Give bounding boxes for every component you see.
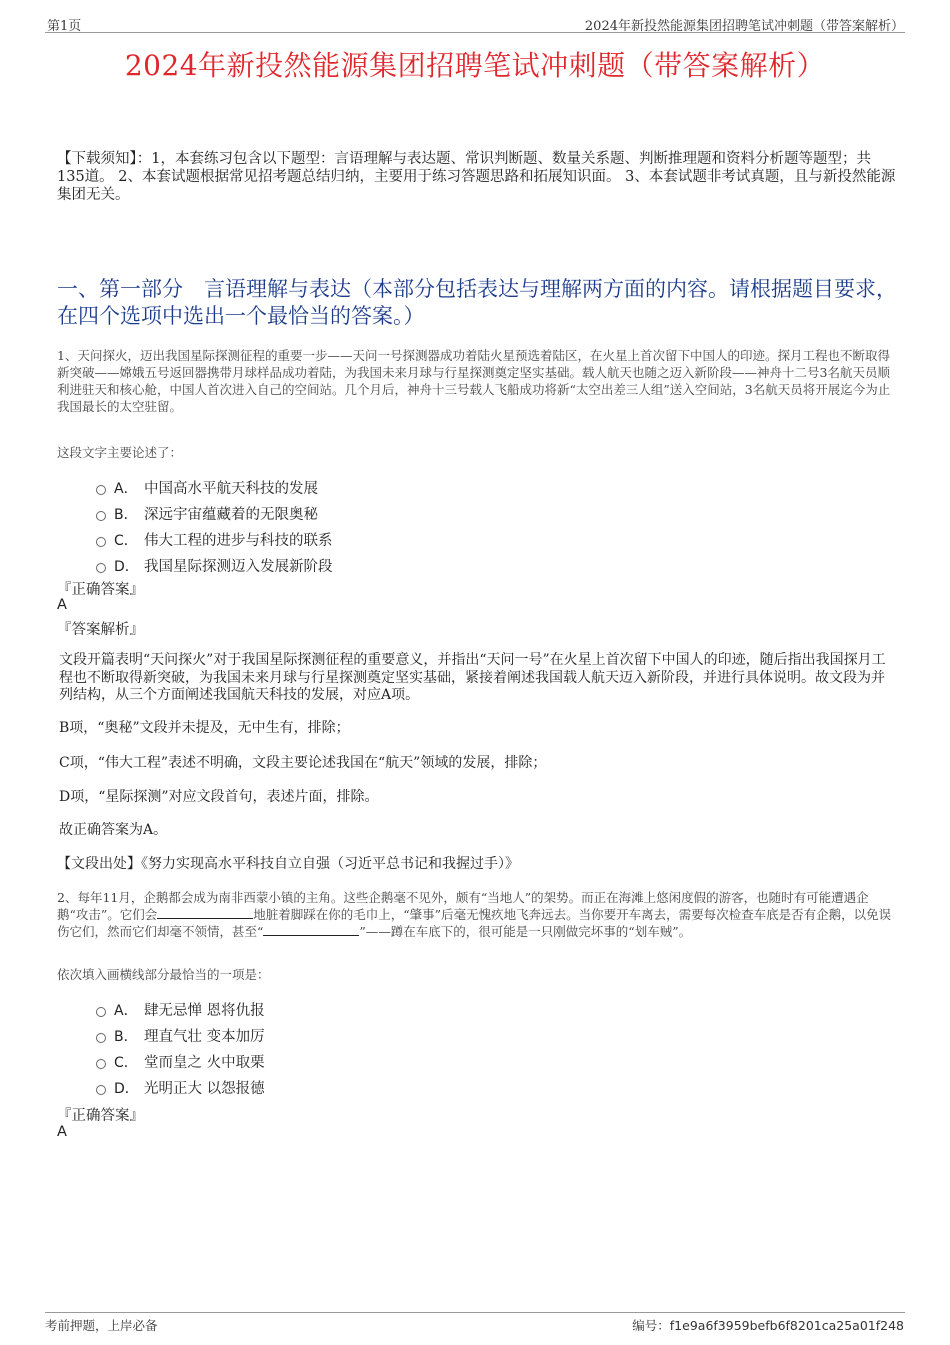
- doc-id-value: f1e9a6f3959befb6f8201ca25a01f248: [669, 1318, 904, 1333]
- footer-divider: [45, 1312, 905, 1313]
- option-letter: A．: [114, 1002, 138, 1019]
- option-text: 深远宇宙蕴藏着的无限奥秘: [144, 507, 318, 523]
- fill-blank-2: [263, 923, 359, 936]
- radio-icon[interactable]: [96, 485, 106, 495]
- q1-analysis-option-b: B项，“奥秘”文段并未提及，无中生有，排除；: [59, 720, 350, 736]
- radio-icon[interactable]: [96, 537, 106, 547]
- q1-source: 【文段出处】《努力实现高水平科技自立自强（习近平总书记和我握过手）》: [57, 856, 519, 872]
- q1-analysis-option-d: D项，“星际探测”对应文段首句，表述片面，排除。: [59, 789, 379, 805]
- option-letter: D．: [114, 1080, 139, 1097]
- q1-option-a[interactable]: [96, 477, 318, 498]
- question-1-text: 1、天问探火，迈出我国星际探测征程的重要一步——天问一号探测器成功着陆火星预选着陆区，在火星上首次留下中国人的印迹。探月工程也不断取得新突破——嫦娥五号返回器携带月球样品成功着陆，为我国未来月球与行星探测奠定坚实基础。载人航天也随之迈入新阶段——神舟十二号3名航天员顺利进驻天和核心舱，中国人首次进入自己的空间站。几个月后，神舟十三号载人飞船成功将新“太空出差三人组”送入空间站，3名航天员将开展迄今为止我国最长的太空驻留。: [57, 348, 891, 414]
- option-text: 中国高水平航天科技的发展: [144, 481, 318, 497]
- q2-answer-value: A: [57, 1124, 67, 1140]
- q1-answer-label: 『正确答案』: [57, 582, 144, 598]
- option-text: 光明正大 以怨报德: [144, 1081, 265, 1097]
- page-number: 第1页: [47, 19, 82, 34]
- q2-text-part: 地脏着脚踩在你的毛巾上，“肇事”后毫无愧疚地飞奔远去。当你要开车离去，需要每次检查车底是否有企鹅，以免误伤它们，然而它们却毫不领情，甚至“: [57, 907, 892, 939]
- option-letter: D．: [114, 558, 139, 575]
- footer-doc-id: [632, 1316, 904, 1334]
- q2-answer-label: 『正确答案』: [57, 1108, 144, 1124]
- q2-option-b[interactable]: [96, 1025, 265, 1046]
- option-text: 我国星际探测迈入发展新阶段: [144, 559, 333, 575]
- question-1-prompt: 这段文字主要论述了：: [57, 445, 183, 460]
- q1-option-b[interactable]: [96, 503, 318, 524]
- q1-analysis-label: 『答案解析』: [57, 622, 144, 638]
- option-text: 肆无忌惮 恩将仇报: [144, 1003, 265, 1019]
- q2-text-part: 2、每年11月，企鹅都会成为南非西蒙小镇的主角。这些企鹅毫不见外，颇有“当地人”的架势。而正在海滩上悠闲度假的游客，也随时有可能遭遇企鹅“攻击”。它们会: [57, 890, 869, 922]
- q1-analysis-option-c: C项，“伟大工程”表述不明确，文段主要论述我国在“航天”领域的发展，排除；: [59, 755, 547, 771]
- fill-blank-1: [157, 906, 253, 919]
- header-divider: [45, 32, 905, 33]
- q1-option-c[interactable]: [96, 529, 333, 550]
- radio-icon[interactable]: [96, 1059, 106, 1069]
- radio-icon[interactable]: [96, 1085, 106, 1095]
- option-text: 伟大工程的进步与科技的联系: [144, 533, 333, 549]
- option-letter: B．: [114, 1028, 138, 1045]
- download-notice: 【下载须知】：1，本套练习包含以下题型：言语理解与表达题、常识判断题、数量关系题、判断推理题和资料分析题等题型；共135道。 2、本套试题根据常见招考题总结归纳，主要用于练习答题思路和拓展知识面。 3、本套试题非考试真题，且与新投然能源集团无关。: [57, 151, 896, 203]
- page-title: 2024年新投然能源集团招聘笔试冲刺题（带答案解析）: [124, 49, 826, 82]
- question-2-prompt: 依次填入画横线部分最恰当的一项是：: [57, 967, 270, 982]
- section-title: 一、第一部分 言语理解与表达（本部分包括表达与理解两方面的内容。请根据题目要求，在四个选项中选出一个最恰当的答案。）: [57, 277, 897, 328]
- option-letter: A．: [114, 480, 138, 497]
- q1-analysis-paragraph: 文段开篇表明“天问探火”对于我国星际探测征程的重要意义，并指出“天问一号”在火星上首次留下中国人的印迹，随后指出我国探月工程也不断取得新突破，为我国未来月球与行星探测奠定坚实基础，紧接着阐述我国载人航天迈入新阶段，并进行具体说明。故文段为并列结构，从三个方面阐述我国航天科技的发展，对应A项。: [59, 652, 886, 703]
- question-2-text: [57, 889, 897, 940]
- q2-option-d[interactable]: [96, 1077, 265, 1098]
- footer-slogan: 考前押题，上岸必备: [45, 1318, 158, 1333]
- radio-icon[interactable]: [96, 1007, 106, 1017]
- header-doc-title: 2024年新投然能源集团招聘笔试冲刺题（带答案解析）: [584, 19, 904, 34]
- doc-id-label: 编号：: [632, 1318, 670, 1333]
- q1-analysis-conclusion: 故正确答案为A。: [59, 822, 168, 838]
- radio-icon[interactable]: [96, 563, 106, 573]
- option-letter: C．: [114, 1054, 138, 1071]
- q1-option-d[interactable]: [96, 555, 333, 576]
- radio-icon[interactable]: [96, 1033, 106, 1043]
- option-letter: B．: [114, 506, 138, 523]
- q2-option-c[interactable]: [96, 1051, 265, 1072]
- q2-text-part: ”——蹲在车底下的，很可能是一只刚做完坏事的“划车贼”。: [359, 924, 692, 939]
- q2-option-a[interactable]: [96, 999, 265, 1020]
- q1-answer-value: A: [57, 597, 67, 613]
- option-letter: C．: [114, 532, 138, 549]
- option-text: 理直气壮 变本加厉: [144, 1029, 265, 1045]
- radio-icon[interactable]: [96, 511, 106, 521]
- option-text: 堂而皇之 火中取栗: [144, 1055, 265, 1071]
